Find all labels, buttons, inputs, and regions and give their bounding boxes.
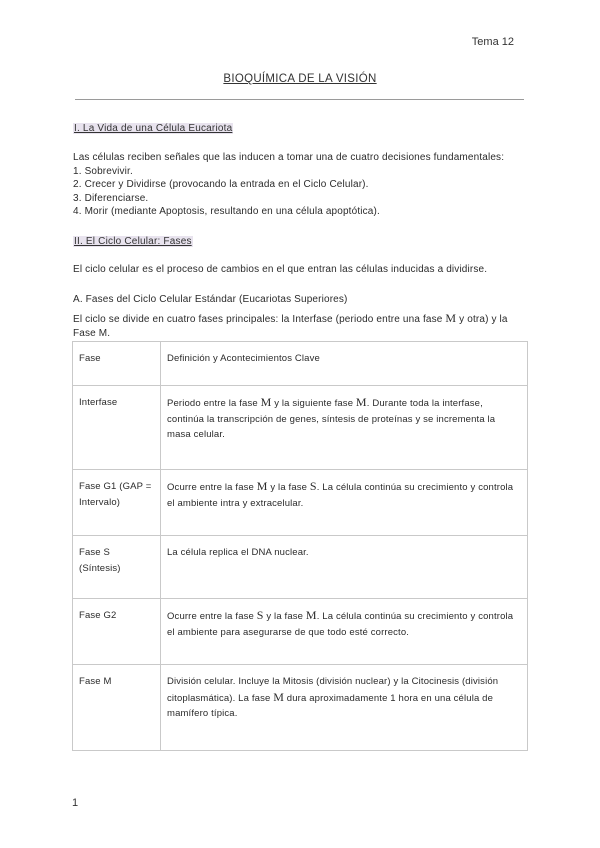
paragraph-text: y otra) y la xyxy=(456,314,508,325)
definition-cell xyxy=(161,665,528,751)
topic-number: Tema 12 xyxy=(471,36,514,48)
table-row xyxy=(73,599,528,665)
definition-text: dura aproximadamente 1 hora en una célula de mamífero típica. xyxy=(167,692,494,719)
phase-cell: Fase M xyxy=(73,665,161,751)
definition-text: La célula replica el DNA nuclear. xyxy=(167,547,309,558)
definition-text: . Durante toda la interfase, continúa la transcripción de genes, síntesis de proteínas y se incrementa la masa celular. xyxy=(167,398,496,440)
page-number: 1 xyxy=(72,797,79,809)
cycle-definition: El ciclo celular es el proceso de cambios en el que entran las células inducidas a dividirse. xyxy=(73,264,488,275)
list-item: 2. Crecer y Dividirse (provocando la entrada en el Ciclo Celular). xyxy=(73,179,369,191)
definition-text: Ocurre entre la fase xyxy=(167,482,257,493)
subsection-heading: A. Fases del Ciclo Celular Estándar (Eucariotas Superiores) xyxy=(73,294,348,305)
table-header-cell: Definición y Acontecimientos Clave xyxy=(161,342,528,386)
section1-body xyxy=(73,151,504,219)
phase-symbol: M xyxy=(260,395,272,409)
phase-symbol: M xyxy=(355,395,367,409)
definition-cell xyxy=(161,470,528,536)
table-header-row xyxy=(73,342,528,386)
title-divider xyxy=(75,99,524,100)
table-row xyxy=(73,386,528,470)
definition-cell xyxy=(161,536,528,599)
decisions-list xyxy=(73,165,504,219)
table-header-cell: Fase xyxy=(73,342,161,386)
phase-symbol: M xyxy=(273,689,285,704)
phase-cell: Interfase xyxy=(73,386,161,470)
list-item: 4. Morir (mediante Apoptosis, resultando en una célula apoptótica). xyxy=(73,206,380,218)
document-title: BIOQUÍMICA DE LA VISIÓN xyxy=(223,73,377,85)
definition-text: Periodo entre la fase xyxy=(167,398,261,409)
table-row xyxy=(73,665,528,751)
section-heading-1: I. La Vida de una Célula Eucariota xyxy=(74,123,233,134)
definition-cell xyxy=(161,386,528,470)
phase-symbol: M xyxy=(256,479,268,493)
definition-text: División celular. Incluye la Mitosis (división nuclear) y la Citocinesis (división citoplasmática). La fase xyxy=(167,676,499,704)
definition-text: . La célula continúa su crecimiento y controla el ambiente para asegurarse de que todo esté correcto. xyxy=(167,611,514,638)
definition-text: y la fase xyxy=(267,482,310,493)
section1-intro: Las células reciben señales que las inducen a tomar una de cuatro decisiones fundamentales: xyxy=(73,152,505,163)
phases-table xyxy=(72,341,528,751)
paragraph-text: Fase M. xyxy=(73,327,111,339)
paragraph-text: El ciclo se divide en cuatro fases principales: la Interfase (periodo entre una fase xyxy=(73,314,446,325)
definition-text: Ocurre entre la fase xyxy=(167,611,257,622)
definition-text: y la fase xyxy=(263,611,306,622)
list-item: 3. Diferenciarse. xyxy=(73,192,149,204)
phase-cell: Fase G2 xyxy=(73,599,161,665)
definition-cell xyxy=(161,599,528,665)
phase-symbol: S xyxy=(256,608,264,622)
phase-symbol: M xyxy=(445,311,457,325)
definition-text: y la siguiente fase xyxy=(271,398,356,409)
phase-cell: Fase S (Síntesis) xyxy=(73,536,161,599)
table-row xyxy=(73,470,528,536)
cycle-paragraph xyxy=(73,312,508,340)
list-item: 1. Sobrevivir. xyxy=(73,165,133,177)
section-heading-2: II. El Ciclo Celular: Fases xyxy=(74,236,192,247)
definition-text: . La célula continúa su crecimiento y controla el ambiente intra y extracelular. xyxy=(167,482,514,509)
table-row xyxy=(73,536,528,599)
phase-symbol: M xyxy=(305,608,317,622)
phase-symbol: S xyxy=(309,479,317,493)
phase-cell: Fase G1 (GAP = Intervalo) xyxy=(73,470,161,536)
